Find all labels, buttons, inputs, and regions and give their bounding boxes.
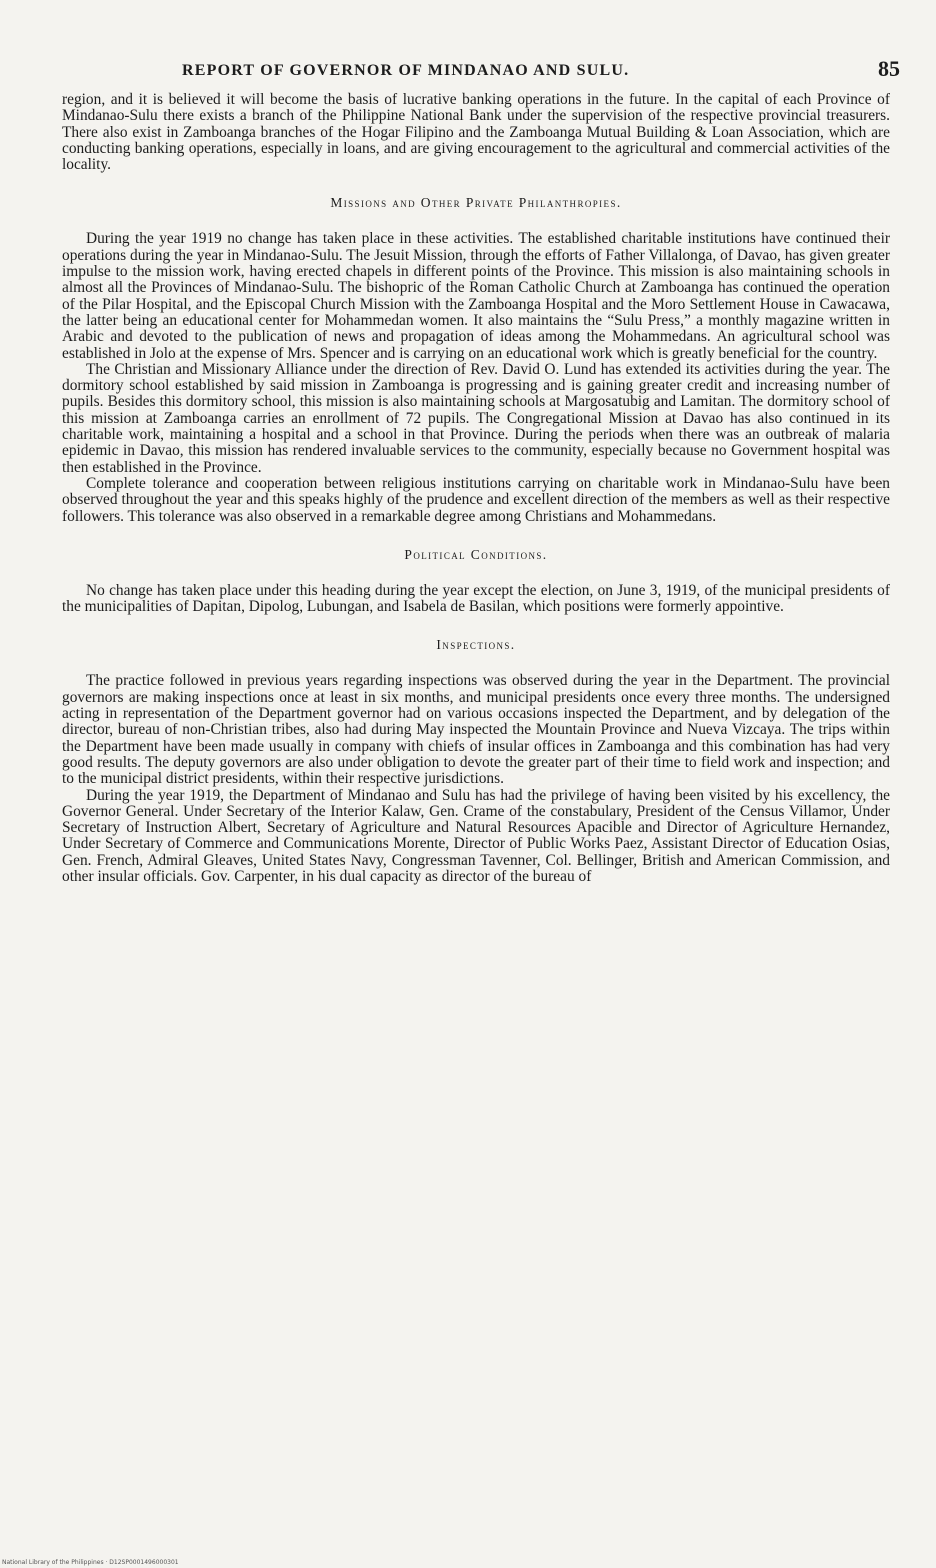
missions-paragraph-2: The Christian and Missionary Alliance under the direction of Rev. David O. Lund has extended its activities during the year. The dormitory school established by said mission in Zamboanga is progressing and is gaining greater credit and increasing number of pupils. Besides this dormitory school, this mission is also maintaining schools at Margosatubig and Lamitan. The dormitory school of this mission at Zamboanga carries an enrollment of 72 pupils. The Congregational Mission at Davao has also continued in its charitable work, maintaining a hospital and a school in that Province. During the periods when there was an outbreak of malaria epidemic in Davao, this mission has rendered invaluable services to the community, especially because no Government hospital was then established in the Province. [62,360,890,476]
political-paragraph-1: No change has taken place under this heading during the year except the election, on June 3, 1919, of the municipal presidents of the municipalities of Dapitan, Dipolog, Lubungan, and Isabela de Basilan, which positions were formerly appointive. [62,581,890,616]
missions-paragraph-1: During the year 1919 no change has taken place in these activities. The established charitable institutions have continued their operations during the year in Mindanao-Sulu. The Jesuit Mission, through the efforts of Father Villalonga, of Davao, has given greater impulse to the mission work, having erected chapels in different points of the Province. This mission is also maintaining schools in almost all the Provinces of Mindanao-Sulu. The bishopric of the Roman Catholic Church at Zamboanga has continued the operation of the Pilar Hospital, and the Episcopal Church Mission with the Zamboanga Hospital and the Moro Settlement House in Cawacawa, the latter being an educational center for Mohammedan women. It also maintains the “Sulu Press,” a monthly magazine written in Arabic and devoted to the publication of news and propagation of ideas among the Mohammedans. An agricultural school was established in Jolo at the expense of Mrs. Spencer and is carrying on an educational work which is greatly beneficial for the country. [62,230,890,362]
missions-paragraph-3: Complete tolerance and cooperation between religious institutions carrying on charitable work in Mindanao-Sulu have been observed throughout the year and this speaks highly of the prudence and excellent direction of the members as well as their respective followers. This tolerance was also observed in a remarkable degree among Christians and Mohammedans. [62,474,890,525]
intro-paragraph: region, and it is believed it will become the basis of lucrative banking operations in the future. In the capital of each Province of Mindanao-Sulu there exists a branch of the Philippine National Bank under the supervision of the respective provincial treasurers. There also exist in Zamboanga branches of the Hogar Filipino and the Zamboanga Mutual Building & Loan Association, which are conducting banking operations, especially in loans, and are giving encouragement to the agricultural and commercial activities of the locality. [62,91,890,174]
heading-political-conditions: Political Conditions. [404,546,548,562]
page-number: 85 [878,56,900,81]
running-title: REPORT OF GOVERNOR OF MINDANAO AND SULU. [182,62,630,79]
inspections-paragraph-1: The practice followed in previous years regarding inspections was observed during the year in the Department. The provincial governors are making inspections once at least in six months, and municipal presidents once every three months. The undersigned acting in representation of the Department governor had on various occasions inspected the Department, and by delegation of the director, bureau of non-Christian tribes, also had during May inspected the Mountain Province and Nueva Vizcaya. The trips within the Department have been made usually in company with chiefs of insular offices in Zamboanga and this combination has had very good results. The deputy governors are also under obligation to devote the greater part of their time to field work and inspection; and to the municipal district presidents, within their respective jurisdictions. [62,672,890,788]
document-page [62,52,900,885]
running-header [62,52,900,92]
scan-footer: National Library of the Philippines · D12SP0001496000301 [2,1559,179,1566]
heading-inspections: Inspections. [436,637,516,653]
inspections-paragraph-2: During the year 1919, the Department of Mindanao and Sulu has had the privilege of having been visited by his excellency, the Governor General. Under Secretary of the Interior Kalaw, Gen. Crame of the constabulary, President of the Census Villamor, Under Secretary of Instruction Albert, Secretary of Agriculture and Natural Resources Apacible and Director of Agriculture Hernandez, Under Secretary of Commerce and Communications Morente, Director of Public Works Paez, Assistant Director of Education Osias, Gen. French, Admiral Gleaves, United States Navy, Congressman Tavenner, Col. Bellinger, British and American Commission, and other insular officials. Gov. Carpenter, in his dual capacity as director of the bureau of [62,786,890,885]
heading-missions: Missions and Other Private Philanthropies. [330,195,622,211]
